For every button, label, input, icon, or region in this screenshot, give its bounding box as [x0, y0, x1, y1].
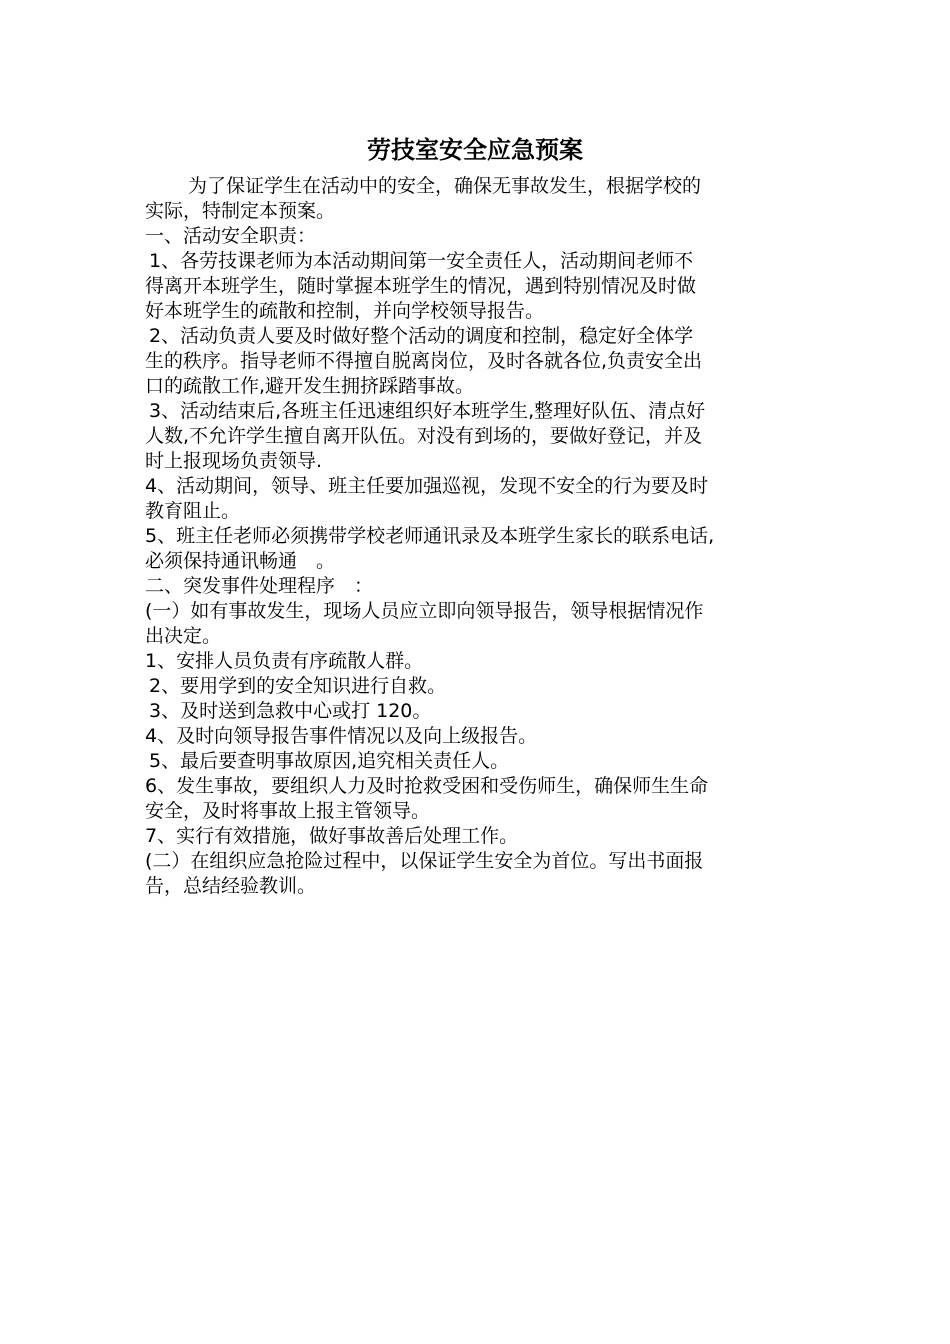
- document-title: 劳技室安全应急预案: [367, 136, 583, 164]
- list-item: 1、安排人员负责有序疏散人群。: [145, 650, 424, 672]
- list-item: 3、及时送到急救中心或打 120。: [149, 700, 432, 722]
- list-item: 安全，及时将事故上报主管领导。: [145, 800, 431, 822]
- paragraph-line: (二）在组织应急抢险过程中，以保证学生安全为首位。写出书面报: [145, 850, 704, 872]
- paragraph-line: 时上报现场负责领导.: [145, 450, 323, 472]
- paragraph-line: 出决定。: [145, 625, 222, 647]
- paragraph-line: 必须保持通讯畅通 。: [145, 550, 336, 572]
- paragraph-line: 1、各劳技课老师为本活动期间第一安全责任人，活动期间老师不: [149, 250, 694, 272]
- paragraph-line: 生的秩序。指导老师不得擅自脱离岗位，及时各就各位,负责安全出: [145, 350, 703, 372]
- paragraph-line: 好本班学生的疏散和控制，并向学校领导报告。: [145, 300, 545, 322]
- paragraph-line: 为了保证学生在活动中的安全，确保无事故发生，根据学校的: [188, 175, 702, 197]
- paragraph-line: 实际，特制定本预案。: [145, 200, 336, 222]
- paragraph-line: 3、活动结束后,各班主任迅速组织好本班学生,整理好队伍、清点好: [149, 400, 706, 422]
- paragraph-line: 得离开本班学生，随时掌握本班学生的情况，遇到特别情况及时做: [145, 275, 697, 297]
- list-item: 5、最后要查明事故原因,追究相关责任人。: [149, 750, 510, 772]
- document-body: [145, 174, 815, 899]
- paragraph-line: 口的疏散工作,避开发生拥挤踩踏事故。: [145, 375, 475, 397]
- section-heading: 二、突发事件处理程序 ：: [145, 575, 374, 597]
- paragraph-line: 人数,不允许学生擅自离开队伍。对没有到场的，要做好登记，并及: [145, 425, 703, 447]
- paragraph-line: 5、班主任老师必须携带学校老师通讯录及本班学生家长的联系电话,: [145, 525, 715, 547]
- section-heading: 一、活动安全职责：: [145, 225, 317, 247]
- paragraph-line: (一）如有事故发生，现场人员应立即向领导报告，领导根据情况作: [145, 600, 704, 622]
- paragraph-line: 4、活动期间，领导、班主任要加强巡视，发现不安全的行为要及时: [145, 475, 709, 497]
- list-item: 2、要用学到的安全知识进行自救。: [149, 675, 447, 697]
- paragraph-line: 教育阻止。: [145, 500, 241, 522]
- list-item: 6、发生事故，要组织人力及时抢救受困和受伤师生，确保师生生命: [145, 775, 709, 797]
- paragraph-line: 2、活动负责人要及时做好整个活动的调度和控制，稳定好全体学: [149, 325, 694, 347]
- list-item: 4、及时向领导报告事件情况以及向上级报告。: [145, 725, 538, 747]
- paragraph-line: 告，总结经验教训。: [145, 875, 317, 897]
- list-item: 7、实行有效措施，做好事故善后处理工作。: [145, 825, 519, 847]
